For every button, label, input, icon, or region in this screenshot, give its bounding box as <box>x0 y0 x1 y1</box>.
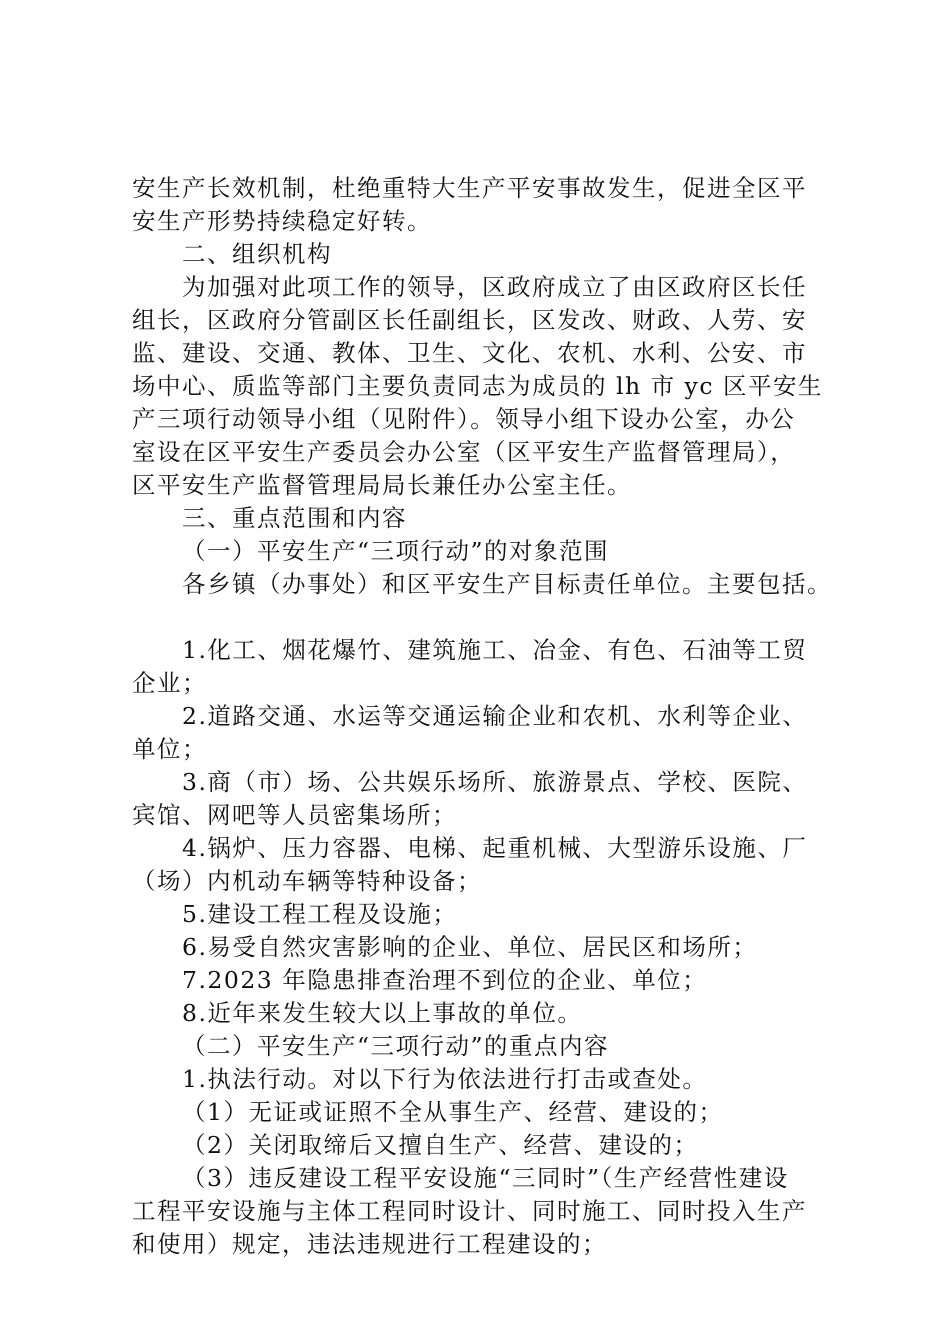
sub-list-item: （3）违反建设工程平安设施“三同时”（生产经营性建设 <box>182 1164 789 1192</box>
body-line: 为加强对此项工作的领导，区政府成立了由区政府区长任 <box>182 273 807 301</box>
paragraph-gap <box>132 601 832 634</box>
sub-list-item-continuation: 工程平安设施与主体工程同时设计、同时施工、同时投入生产 <box>132 1197 807 1225</box>
list-item: 4.锅炉、压力容器、电梯、起重机械、大型游乐设施、厂 <box>182 834 808 862</box>
list-item: 1.执法行动。对以下行为依法进行打击或查处。 <box>182 1065 708 1093</box>
list-item-continuation: （场）内机动车辆等特种设备； <box>132 867 482 895</box>
sub-list-item-continuation: 和使用）规定，违法违规进行工程建设的； <box>132 1230 607 1258</box>
list-item: 8.近年来发生较大以上事故的单位。 <box>182 999 583 1027</box>
list-item: 2.道路交通、水运等交通运输企业和农机、水利等企业、 <box>182 702 808 730</box>
list-item-continuation: 宾馆、网吧等人员密集场所； <box>132 801 457 829</box>
list-item: 6.易受自然灾害影响的企业、单位、居民区和场所； <box>182 933 758 961</box>
body-line: 安生产形势持续稳定好转。 <box>132 207 432 235</box>
body-line: 监、建设、交通、教体、卫生、文化、农机、水利、公安、市 <box>132 339 807 367</box>
body-line: 区平安生产监督管理局局长兼任办公室主任。 <box>132 471 632 499</box>
sub-list-item: （1）无证或证照不全从事生产、经营、建设的； <box>182 1098 724 1126</box>
body-line: 产三项行动领导小组（见附件）。领导小组下设办公室，办公 <box>132 405 796 433</box>
body-line: 安生产长效机制，杜绝重特大生产平安事故发生，促进全区平 <box>132 174 807 202</box>
list-item-continuation: 单位； <box>132 735 207 763</box>
list-item-continuation: 企业； <box>132 669 207 697</box>
sub-list-item: （2）关闭取缔后又擅自生产、经营、建设的； <box>182 1131 699 1159</box>
section-heading: 三、重点范围和内容 <box>182 504 407 532</box>
list-item: 7.2023 年隐患排查治理不到位的企业、单位； <box>182 966 708 994</box>
section-heading: 二、组织机构 <box>182 240 332 268</box>
subsection-heading: （一）平安生产“三项行动”的对象范围 <box>182 537 610 565</box>
document-body <box>132 172 832 1261</box>
list-item: 1.化工、烟花爆竹、建筑施工、冶金、有色、石油等工贸 <box>182 636 808 664</box>
body-line: 各乡镇（办事处）和区平安生产目标责任单位。主要包括。 <box>182 570 832 598</box>
list-item: 5.建设工程工程及设施； <box>182 900 458 928</box>
subsection-heading: （二）平安生产“三项行动”的重点内容 <box>182 1032 610 1060</box>
list-item: 3.商（市）场、公共娱乐场所、旅游景点、学校、医院、 <box>182 768 808 796</box>
body-line: 组长，区政府分管副区长任副组长，区发改、财政、人劳、安 <box>132 306 807 334</box>
body-line: 室设在区平安生产委员会办公室（区平安生产监督管理局）， <box>132 438 796 466</box>
body-line: 场中心、质监等部门主要负责同志为成员的 lh 市 yc 区平安生 <box>132 372 823 400</box>
